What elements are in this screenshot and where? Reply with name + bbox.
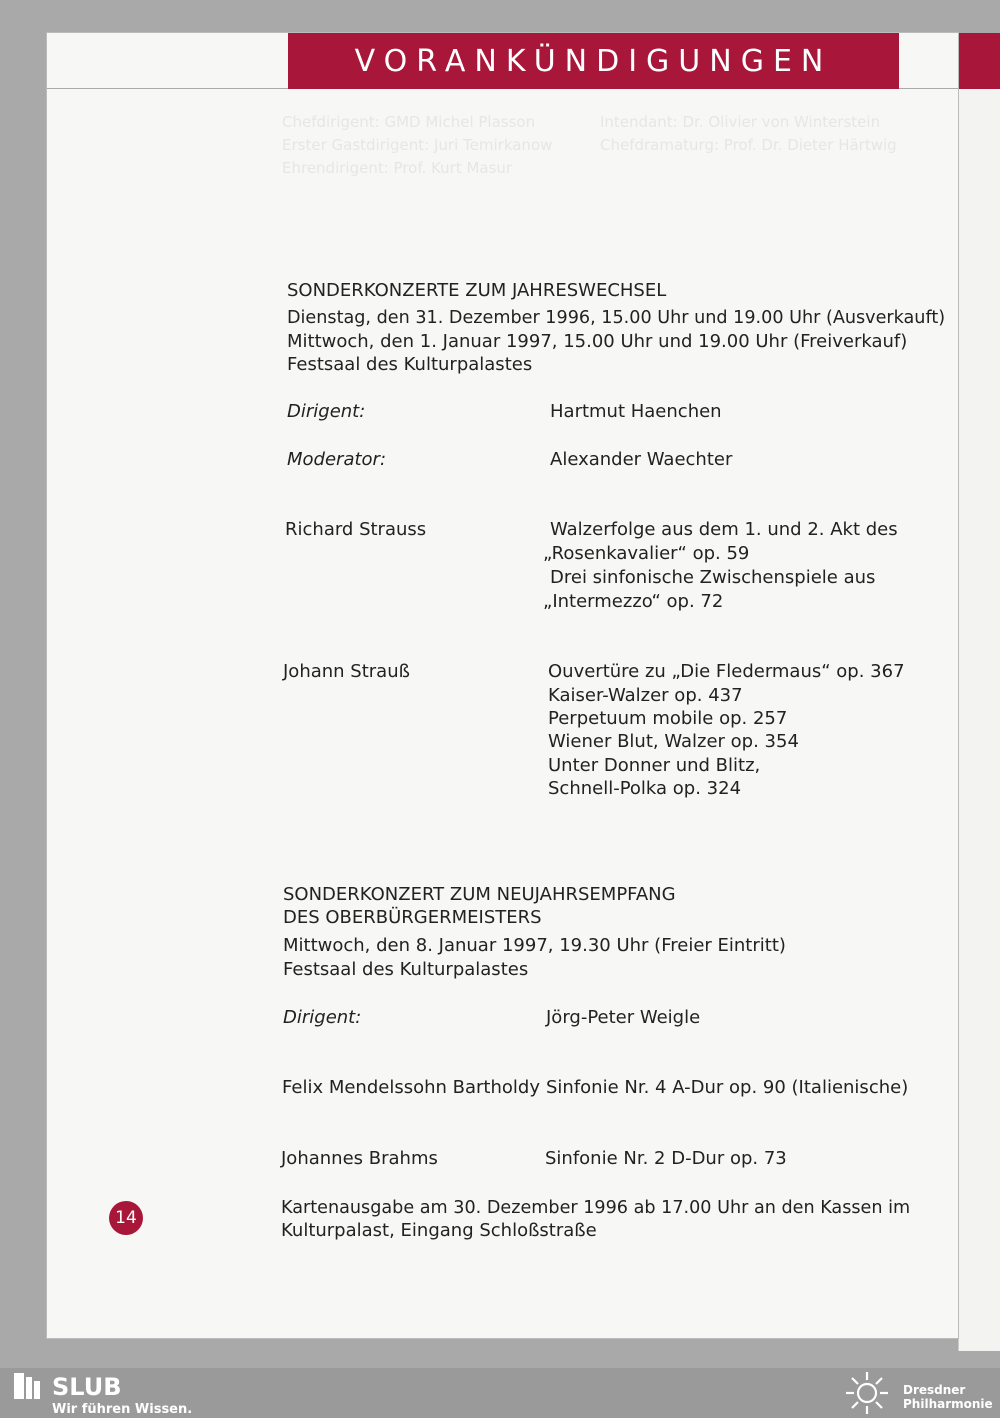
- section-title: DES OBERBÜRGERMEISTERS: [283, 907, 542, 928]
- conductor-label: Dirigent:: [283, 1007, 362, 1028]
- work-title: Unter Donner und Blitz,: [548, 755, 761, 776]
- conductor-name: Jörg-Peter Weigle: [546, 1007, 701, 1028]
- bleed-through-text: Chefdramaturg: Prof. Dr. Dieter Härtwig: [600, 136, 897, 154]
- slub-logo-icon: [14, 1373, 40, 1399]
- ticket-info: Kulturpalast, Eingang Schloßstraße: [281, 1220, 597, 1241]
- moderator-label: Moderator:: [287, 449, 387, 470]
- page-number: 14: [109, 1201, 143, 1235]
- partner-name: [903, 1383, 993, 1411]
- work-title: „Rosenkavalier“ op. 59: [543, 543, 750, 564]
- concert-date: Dienstag, den 31. Dezember 1996, 15.00 Uhr und 19.00 Uhr (Ausverkauft): [287, 308, 946, 328]
- work-title: Wiener Blut, Walzer op. 354: [548, 731, 799, 752]
- conductor-name: Hartmut Haenchen: [550, 401, 722, 422]
- page-title: VORANKÜNDIGUNGEN: [354, 43, 833, 79]
- work-title: Walzerfolge aus dem 1. und 2. Akt des: [550, 519, 898, 540]
- composer-name: Johann Strauß: [283, 661, 410, 682]
- work-title: Sinfonie Nr. 2 D-Dur op. 73: [545, 1148, 787, 1169]
- library-claim: Wir führen Wissen.: [52, 1402, 193, 1417]
- concert-venue: Festsaal des Kulturpalastes: [283, 959, 529, 980]
- composer-name: Felix Mendelssohn Bartholdy: [282, 1077, 540, 1098]
- work-title: Kaiser-Walzer op. 437: [548, 685, 743, 706]
- scan-footer: [0, 1368, 1000, 1418]
- moderator-name: Alexander Waechter: [550, 449, 733, 470]
- program-page: [47, 33, 958, 1338]
- concert-date: Mittwoch, den 8. Januar 1997, 19.30 Uhr (Freier Eintritt): [283, 935, 786, 956]
- work-title: „Intermezzo“ op. 72: [543, 591, 724, 612]
- bleed-through-text: Erster Gastdirigent: Juri Temirkanow: [282, 136, 553, 154]
- work-title: Perpetuum mobile op. 257: [548, 708, 788, 729]
- concert-venue: Festsaal des Kulturpalastes: [287, 354, 533, 375]
- composer-name: Richard Strauss: [285, 519, 427, 540]
- library-name: SLUB: [52, 1373, 122, 1401]
- work-title: Ouvertüre zu „Die Fledermaus“ op. 367: [548, 661, 905, 682]
- partner-name-line: Philharmonie: [903, 1397, 993, 1411]
- partner-name-line: Dresdner: [903, 1383, 966, 1397]
- composer-name: Johannes Brahms: [281, 1148, 438, 1169]
- concert-date: Mittwoch, den 1. Januar 1997, 15.00 Uhr und 19.00 Uhr (Freiverkauf): [287, 331, 908, 352]
- ticket-info: Kartenausgabe am 30. Dezember 1996 ab 17.00 Uhr an den Kassen im: [281, 1198, 911, 1218]
- conductor-label: Dirigent:: [287, 401, 366, 422]
- philharmonie-logo-icon: [842, 1370, 892, 1416]
- bleed-through-text: Chefdirigent: GMD Michel Plasson: [282, 113, 536, 131]
- work-title: Sinfonie Nr. 4 A-Dur op. 90 (Italienische): [546, 1077, 909, 1098]
- next-page-edge: [958, 33, 1000, 1351]
- next-page-header-band: [958, 33, 1000, 89]
- work-title: Drei sinfonische Zwischenspiele aus: [550, 567, 876, 588]
- work-title: Schnell-Polka op. 324: [548, 778, 742, 799]
- header-band: [288, 33, 899, 89]
- section-title: SONDERKONZERT ZUM NEUJAHRSEMPFANG: [283, 884, 676, 905]
- bleed-through-text: Intendant: Dr. Olivier von Winterstein: [600, 113, 881, 131]
- section-title: SONDERKONZERTE ZUM JAHRESWECHSEL: [287, 280, 667, 301]
- bleed-through-text: Ehrendirigent: Prof. Kurt Masur: [282, 159, 513, 177]
